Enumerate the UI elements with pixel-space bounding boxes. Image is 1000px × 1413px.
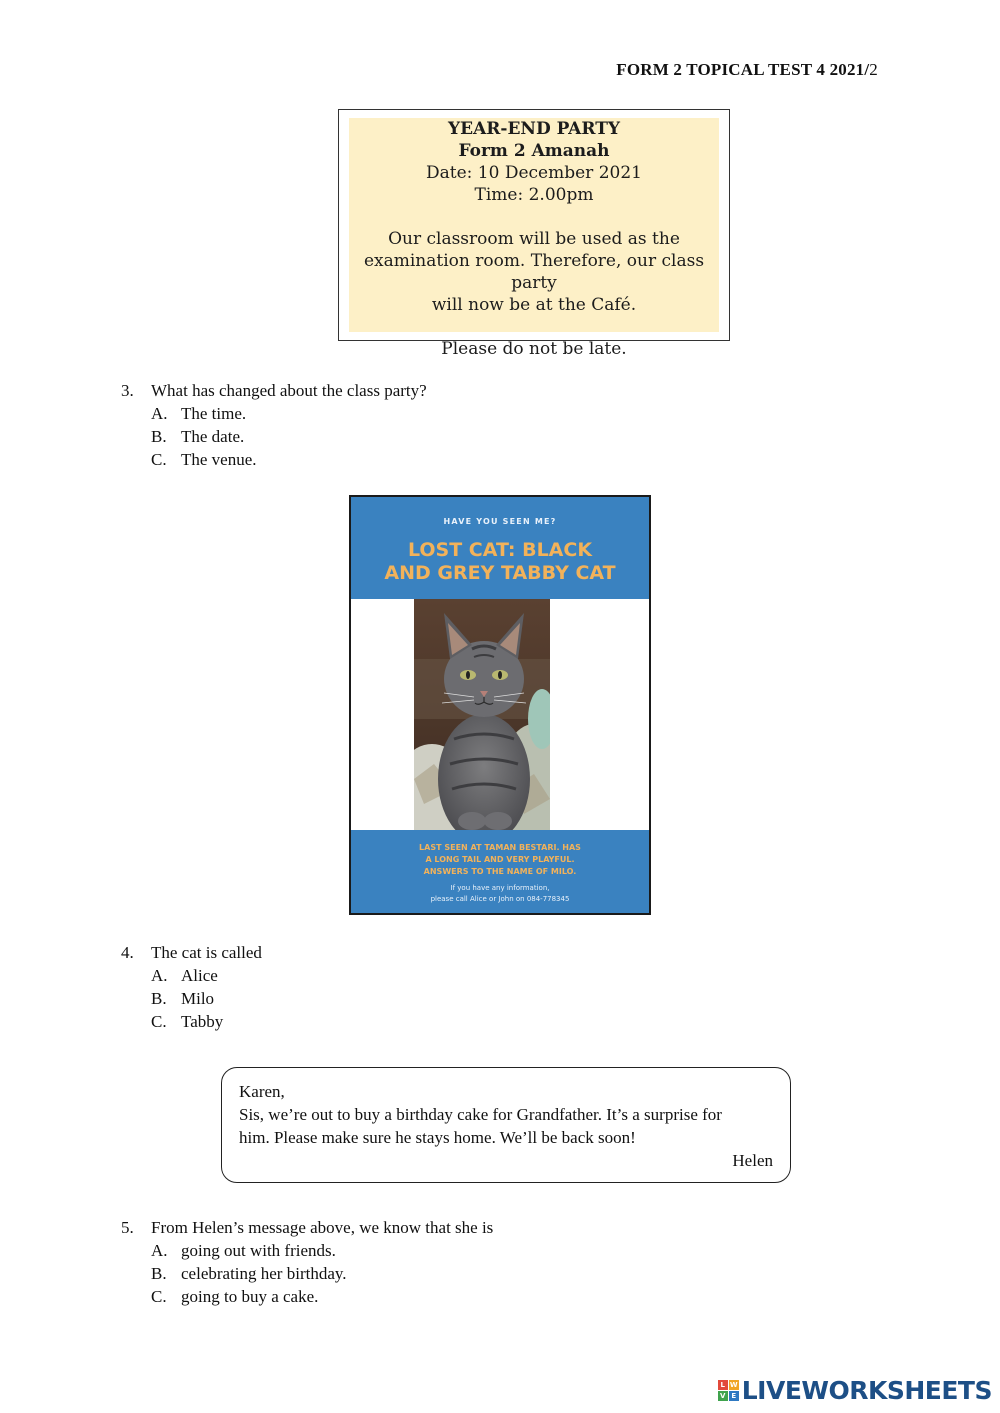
option-letter: A. [151, 966, 168, 985]
poster-title-line: AND GREY TABBY CAT [384, 562, 616, 584]
notice-title: YEAR-END PARTY [448, 119, 620, 139]
option-c[interactable] [121, 448, 427, 471]
option-text: The venue. [181, 450, 257, 469]
question-4 [121, 941, 262, 1033]
option-text: Alice [181, 966, 218, 985]
option-letter: B. [151, 989, 167, 1008]
option-letter: A. [151, 1241, 168, 1260]
helen-message [221, 1067, 791, 1183]
notice-time: Time: 2.00pm [474, 185, 594, 205]
poster-contact-line: please call Alice or John on 084-778345 [430, 895, 570, 903]
notice-date: Date: 10 December 2021 [426, 163, 642, 183]
poster-description-line: LAST SEEN AT TAMAN BESTARI. HAS [419, 843, 581, 852]
cat-illustration [414, 599, 550, 830]
option-text: going to buy a cake. [181, 1287, 319, 1306]
poster-photo-band [351, 599, 649, 830]
question-3 [121, 379, 427, 471]
message-body-line: him. Please make sure he stays home. We’ll be back soon! [239, 1128, 636, 1147]
option-c[interactable] [121, 1010, 262, 1033]
poster-title-line: LOST CAT: BLACK [407, 539, 593, 561]
cat-photo [414, 599, 550, 830]
notice-body-line: Our classroom will be used as the [388, 229, 680, 249]
option-b[interactable] [121, 1262, 493, 1285]
message-signature: Helen [732, 1151, 773, 1170]
party-notice [338, 109, 730, 359]
question-5 [121, 1216, 493, 1308]
option-b[interactable] [121, 987, 262, 1010]
option-c[interactable] [121, 1285, 493, 1308]
liveworksheets-brand: LIVEWORKSHEETS [741, 1376, 992, 1405]
question-number: 3. [121, 381, 134, 400]
option-text: going out with friends. [181, 1241, 336, 1260]
logo-tile: V [718, 1391, 728, 1401]
option-a[interactable] [121, 964, 262, 987]
liveworksheets-logo[interactable] [718, 1376, 992, 1405]
poster-description [351, 842, 649, 878]
poster-contact [351, 883, 649, 905]
option-letter: B. [151, 1264, 167, 1283]
option-b[interactable] [121, 425, 427, 448]
option-letter: C. [151, 1287, 167, 1306]
option-text: celebrating her birthday. [181, 1264, 347, 1283]
party-notice-body [349, 118, 719, 359]
poster-header [351, 497, 649, 599]
option-letter: A. [151, 404, 168, 423]
option-text: Tabby [181, 1012, 224, 1031]
logo-tile: E [729, 1391, 739, 1401]
poster-contact-line: If you have any information, [450, 884, 550, 892]
poster-kicker: HAVE YOU SEEN ME? [443, 517, 557, 526]
question-number: 5. [121, 1218, 134, 1237]
test-header [616, 60, 878, 80]
option-text: The time. [181, 404, 247, 423]
option-letter: C. [151, 450, 167, 469]
question-text: What has changed about the class party? [151, 381, 427, 400]
notice-body-line: will now be at the Café. [431, 295, 637, 315]
page-number: 2 [869, 60, 878, 79]
option-letter: C. [151, 1012, 167, 1031]
poster-footer [351, 830, 649, 913]
option-a[interactable] [121, 402, 427, 425]
notice-body-line: examination room. Therefore, our class party [363, 251, 705, 293]
option-text: The date. [181, 427, 245, 446]
option-letter: B. [151, 427, 167, 446]
logo-tile: L [718, 1380, 728, 1390]
option-text: Milo [181, 989, 215, 1008]
notice-closing: Please do not be late. [441, 339, 627, 359]
question-text: The cat is called [151, 943, 262, 962]
liveworksheets-icon [718, 1380, 739, 1401]
question-number: 4. [121, 943, 134, 962]
poster-description-line: A LONG TAIL AND VERY PLAYFUL. [425, 855, 575, 864]
message-greeting: Karen, [239, 1082, 285, 1101]
test-title: FORM 2 TOPICAL TEST 4 2021/ [616, 60, 870, 79]
notice-class: Form 2 Amanah [458, 141, 610, 161]
logo-tile: W [729, 1381, 738, 1389]
question-text: From Helen’s message above, we know that she is [151, 1218, 494, 1237]
lost-cat-poster [349, 495, 651, 915]
poster-title [351, 539, 649, 585]
poster-description-line: ANSWERS TO THE NAME OF MILO. [423, 867, 577, 876]
message-body-line: Sis, we’re out to buy a birthday cake for Grandfather. It’s a surprise for [239, 1105, 722, 1124]
option-a[interactable] [121, 1239, 493, 1262]
